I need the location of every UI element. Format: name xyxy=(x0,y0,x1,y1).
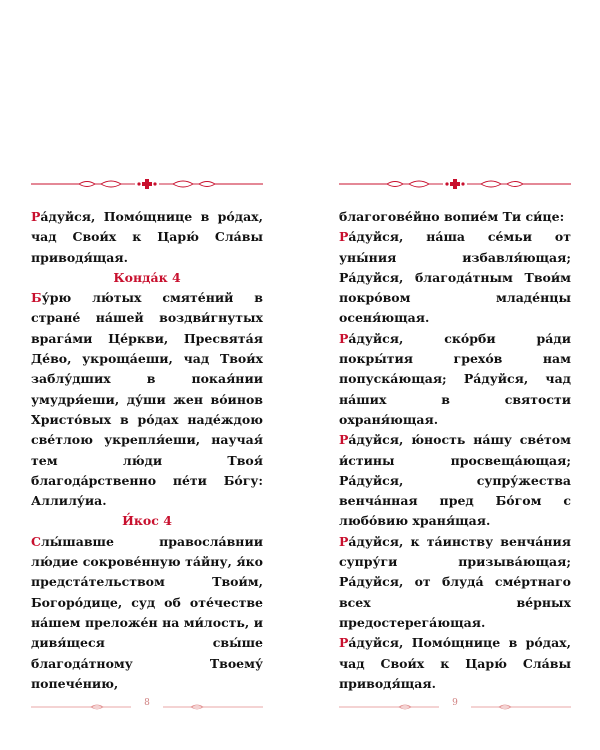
right-page-text xyxy=(339,207,571,694)
drop-initial: Р xyxy=(339,229,349,245)
drop-initial: Р xyxy=(339,432,349,448)
drop-initial: Р xyxy=(31,209,41,224)
drop-initial: Р xyxy=(339,533,349,549)
paragraph xyxy=(31,207,263,268)
page-number: 8 xyxy=(144,698,150,709)
paragraph-text: а́дуйся, ско́рби ра́ди покры́тия грехо́в нам попуска́ющая; Ра́дуйся, чад на́ших в святости охраня́ющая. xyxy=(339,330,571,427)
ornament-divider-icon xyxy=(31,178,263,190)
paragraph-text: а́дуйся, ю́ность на́шу све́том и́стины просвеща́ющая; Ра́дуйся, супру́жества венча́нная пред Бо́гом с любо́вию храня́щая. xyxy=(339,432,571,529)
drop-initial: Р xyxy=(339,330,349,346)
paragraph-text: а́дуйся, Помо́щнице в ро́дах, чад Свои́х к Царю́ Сла́вы приводя́щая. xyxy=(31,209,263,265)
drop-initial: Б xyxy=(31,290,42,306)
paragraph xyxy=(339,329,571,430)
paragraph-text: благогове́йно вопие́м Ти си́це: xyxy=(339,209,565,224)
paragraph-text: лы́шавше правосла́внии лю́дие сокрове́нную та́йну, я́ко предста́тельством Твои́м, Богоро́дице, суд об оте́честве на́шем преложе́н на ми́лость, и дивя́щеся свы́ше благода́тному Твоему́ попече́нию, xyxy=(31,533,263,691)
ornament-divider-icon xyxy=(339,178,571,190)
paragraph-text: а́дуйся, Помо́щнице в ро́дах, чад Свои́х к Царю́ Сла́вы приводя́щая. xyxy=(339,635,571,691)
drop-initial: С xyxy=(31,533,41,549)
footer-right xyxy=(339,700,571,714)
paragraph xyxy=(339,207,571,227)
section-heading: И́кос 4 xyxy=(122,513,172,529)
footer-left xyxy=(31,700,263,714)
paragraph xyxy=(339,227,571,328)
right-page xyxy=(339,178,571,714)
paragraph-text: а́дуйся, к та́инству венча́ния супру́ги призыва́ющая; Ра́дуйся, от блуда́ сме́ртнаго всех ве́рных предостерега́ющая. xyxy=(339,533,571,630)
section-heading: Конда́к 4 xyxy=(113,269,181,285)
header-ornament-left xyxy=(31,178,263,190)
drop-initial: Р xyxy=(339,635,349,651)
paragraph xyxy=(31,288,263,511)
paragraph xyxy=(339,532,571,633)
paragraph xyxy=(31,532,263,694)
left-page-text xyxy=(31,207,263,694)
paragraph xyxy=(339,430,571,531)
left-page xyxy=(31,178,263,714)
page-number: 9 xyxy=(452,698,458,709)
paragraph xyxy=(339,633,571,694)
paragraph-text: у́рю лю́тых смяте́ний в стране́ на́шей воздви́гнутых врага́ми Це́ркви, Пресвята́я Де́во, укроща́еши, чад Твои́х заблу́дших в покая́нии умудря́еши, ду́ши жен во́инов Христо́вых в ро́дах наде́ждою све́тлою укрепля́еши, научая́ тем лю́ди Твоя́ благода́рственно пе́ти Бо́гу: Аллилу́иа. xyxy=(31,290,263,509)
header-ornament-right xyxy=(339,178,571,190)
paragraph-text: а́дуйся, на́ша се́мьи от уны́ния избавля́ющая; Ра́дуйся, благода́тным Твои́м покро́вом младе́нцы осеня́ющая. xyxy=(339,229,571,326)
